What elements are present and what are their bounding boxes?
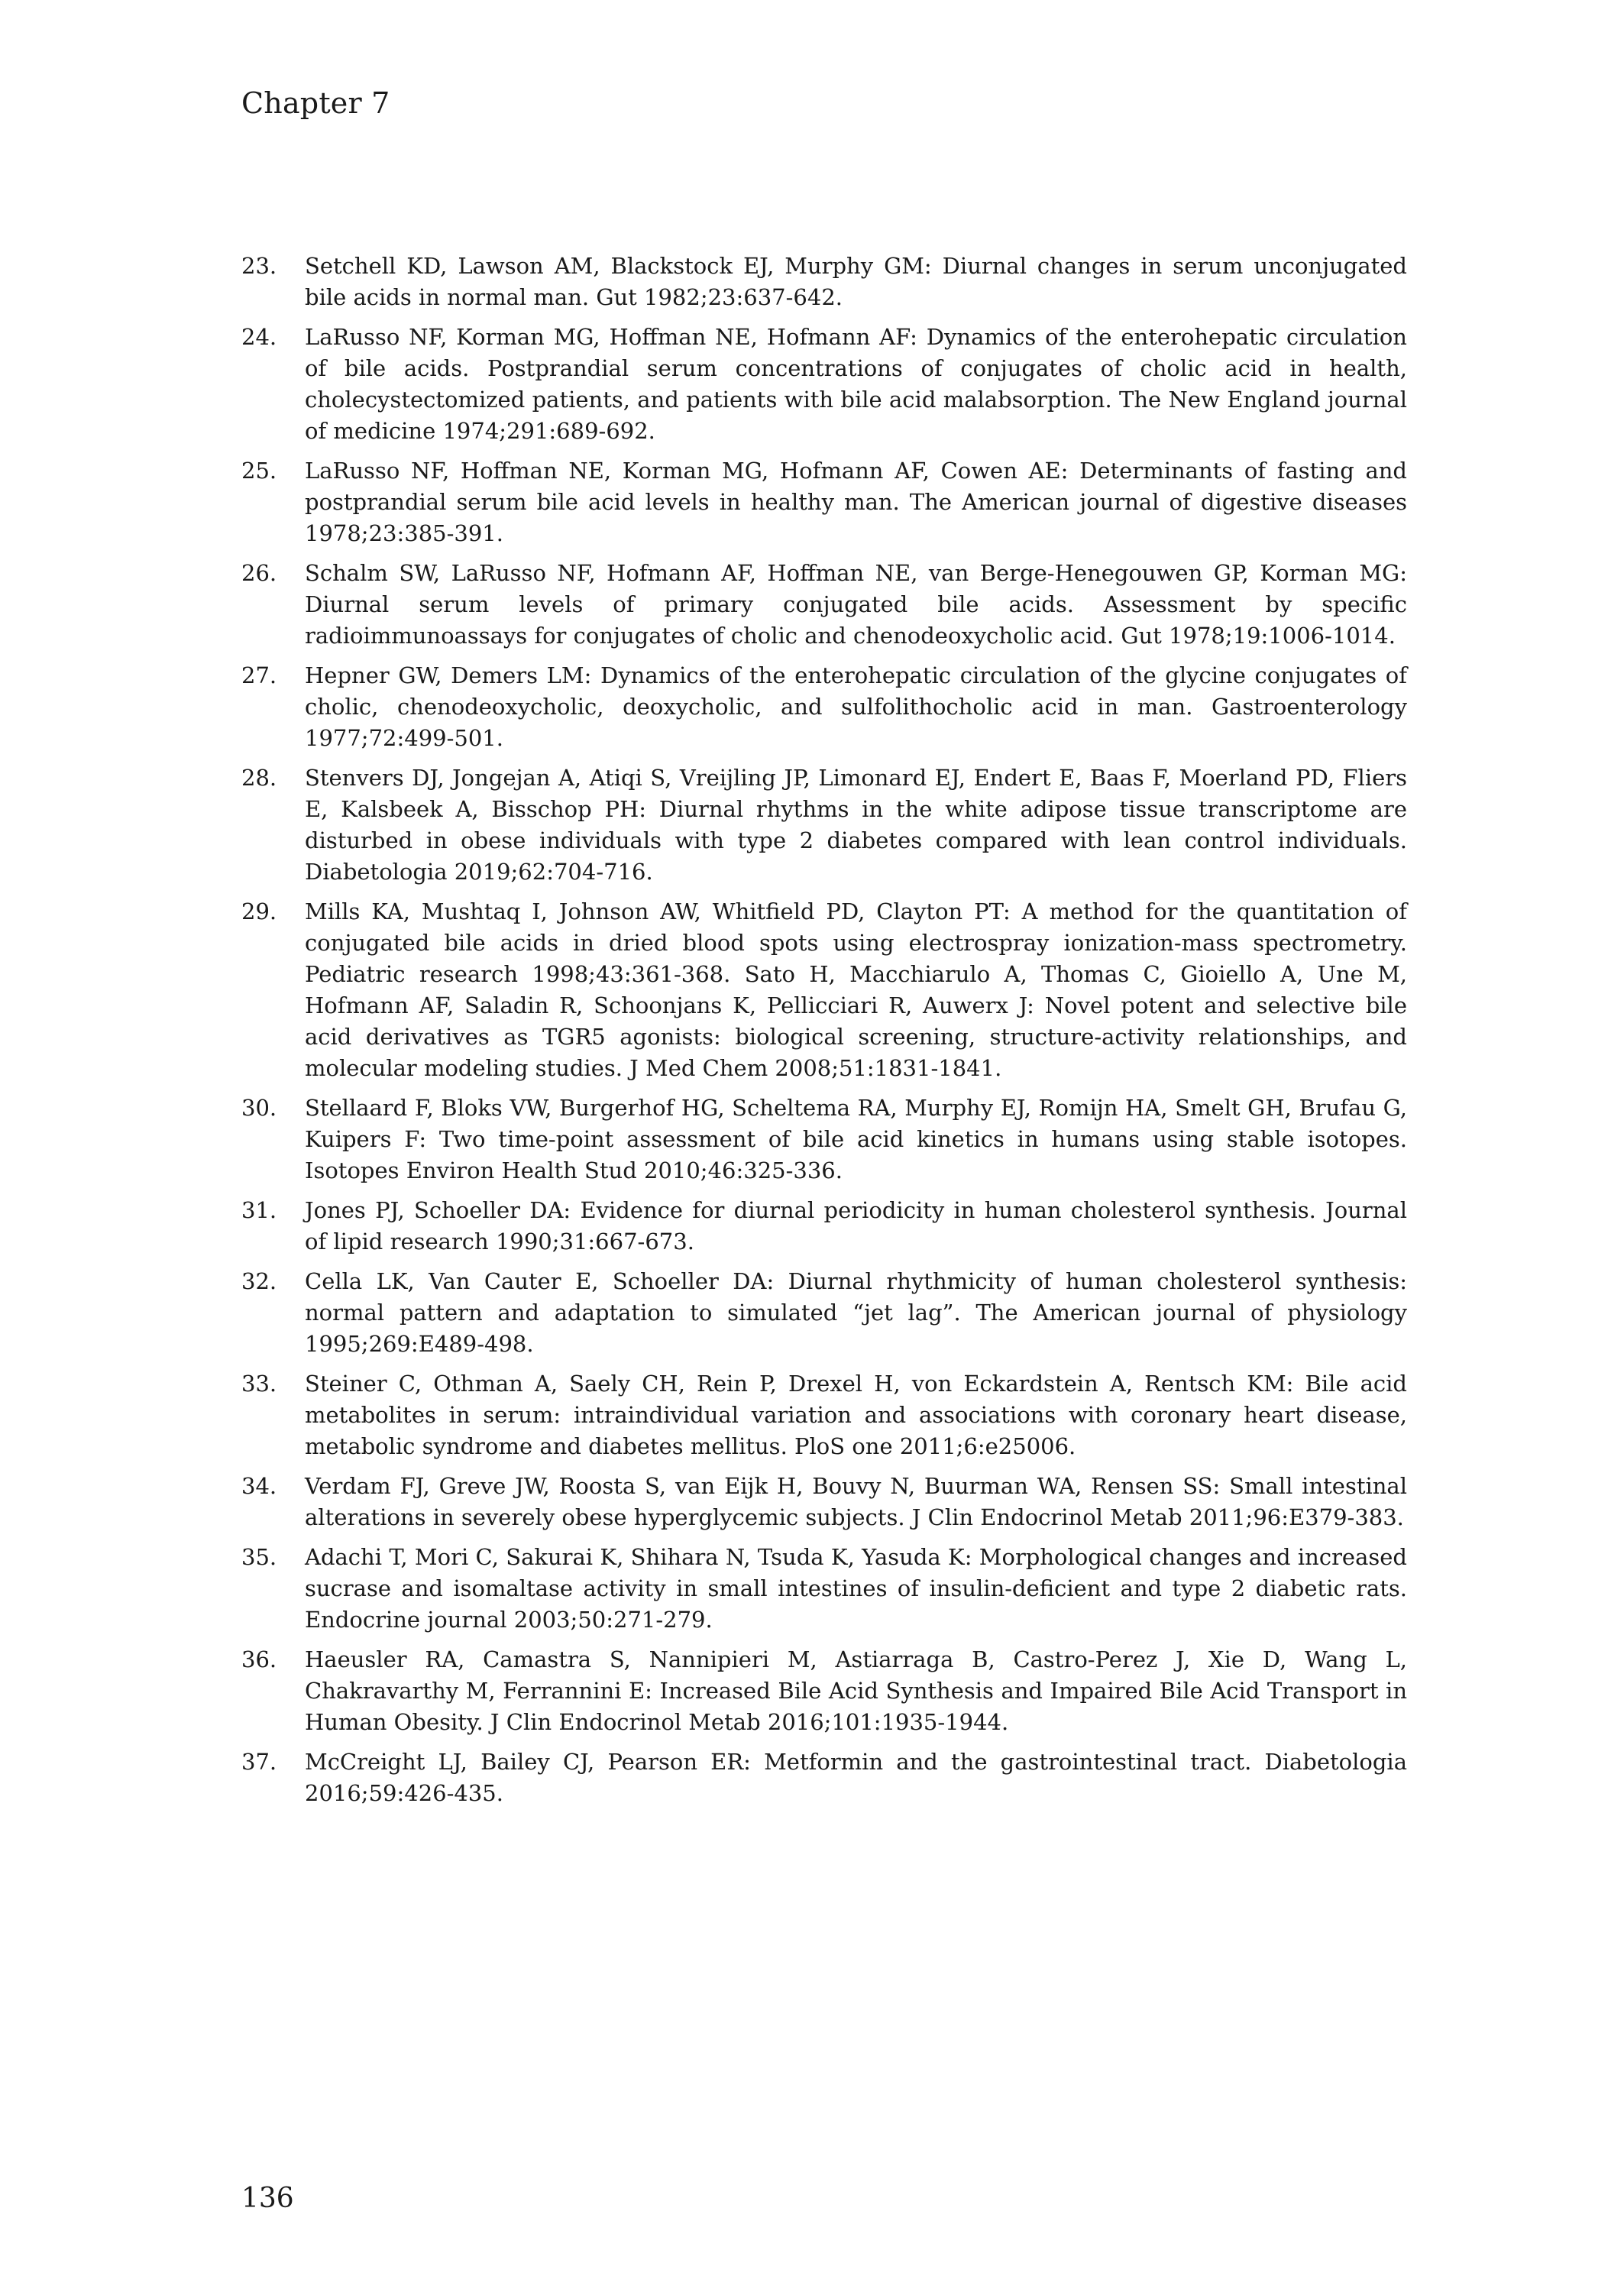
reference-item bbox=[241, 455, 1407, 549]
reference-text: Jones PJ, Schoeller DA: Evidence for diurnal periodicity in human cholesterol synthesis. Journal of lipid research 1990;31:667-673. bbox=[305, 1197, 1407, 1254]
reference-text: Setchell KD, Lawson AM, Blackstock EJ, Murphy GM: Diurnal changes in serum unconjugated bile acids in normal man. Gut 1982;23:637-642. bbox=[305, 253, 1407, 310]
reference-text: Haeusler RA, Camastra S, Nannipieri M, Astiarraga B, Castro-Perez J, Xie D, Wang L, Chakravarthy M, Ferrannini E: Increased Bile Acid Synthesis and Impaired Bile Acid Transport in Human Obesity. J Clin Endocrinol Metab 2016;101:1935-1944. bbox=[305, 1646, 1407, 1735]
reference-text: Stenvers DJ, Jongejan A, Atiqi S, Vreijling JP, Limonard EJ, Endert E, Baas F, Moerland PD, Fliers E, Kalsbeek A, Bisschop PH: Diurnal rhythms in the white adipose tissue transcriptome are disturbed in obese individuals with type 2 diabetes compared with lean control individuals. Diabetologia 2019;62:704-716. bbox=[305, 765, 1407, 885]
reference-text: Schalm SW, LaRusso NF, Hofmann AF, Hoffman NE, van Berge-Henegouwen GP, Korman MG: Diurnal serum levels of primary conjugated bile acids. Assessment by specific radioimmunoassays for conjugates of cholic and chenodeoxycholic acid. Gut 1978;19:1006-1014. bbox=[305, 560, 1407, 649]
reference-number: 36. bbox=[241, 1646, 277, 1672]
reference-text: Adachi T, Mori C, Sakurai K, Shihara N, Tsuda K, Yasuda K: Morphological changes and increased sucrase and isomaltase activity in small intestines of insulin-deficient and type 2 diabetic rats. Endocrine journal 2003;50:271-279. bbox=[305, 1544, 1407, 1633]
reference-item bbox=[241, 1368, 1407, 1462]
reference-item bbox=[241, 762, 1407, 888]
reference-text: LaRusso NF, Korman MG, Hoffman NE, Hofmann AF: Dynamics of the enterohepatic circulation of bile acids. Postprandial serum concentrations of conjugates of cholic acid in health, cholecystectomized patients, and patients with bile acid malabsorption. The New England journal of medicine 1974;291:689-692. bbox=[305, 324, 1407, 444]
reference-item bbox=[241, 1093, 1407, 1186]
reference-number: 24. bbox=[241, 324, 277, 350]
reference-text: Mills KA, Mushtaq I, Johnson AW, Whitfield PD, Clayton PT: A method for the quantitation of conjugated bile acids in dried blood spots using electrospray ionization-mass spectrometry. Pediatric research 1998;43:361-368. Sato H, Macchiarulo A, Thomas C, Gioiello A, Une M, Hofmann AF, Saladin R, Schoonjans K, Pellicciari R, Auwerx J: Novel potent and selective bile acid derivatives as TGR5 agonists: biological screening, structure-activity relationships, and molecular modeling studies. J Med Chem 2008;51:1831-1841. bbox=[305, 898, 1407, 1081]
page-number: 136 bbox=[241, 2183, 294, 2214]
reference-number: 27. bbox=[241, 662, 277, 688]
reference-text: Stellaard F, Bloks VW, Burgerhof HG, Scheltema RA, Murphy EJ, Romijn HA, Smelt GH, Brufau G, Kuipers F: Two time-point assessment of bile acid kinetics in humans using stable isotopes. Isotopes Environ Health Stud 2010;46:325-336. bbox=[305, 1095, 1407, 1183]
reference-list bbox=[241, 251, 1407, 1818]
reference-item bbox=[241, 1266, 1407, 1360]
reference-number: 29. bbox=[241, 898, 277, 924]
reference-number: 28. bbox=[241, 765, 277, 791]
reference-item bbox=[241, 896, 1407, 1084]
reference-text: Verdam FJ, Greve JW, Roosta S, van Eijk H, Bouvy N, Buurman WA, Rensen SS: Small intestinal alterations in severely obese hyperglycemic subjects. J Clin Endocrinol Metab 2011;96:E379-383. bbox=[305, 1473, 1407, 1530]
reference-text: LaRusso NF, Hoffman NE, Korman MG, Hofmann AF, Cowen AE: Determinants of fasting and postprandial serum bile acid levels in healthy man. The American journal of digestive diseases 1978;23:385-391. bbox=[305, 458, 1407, 546]
reference-item bbox=[241, 660, 1407, 754]
reference-item bbox=[241, 1644, 1407, 1738]
reference-number: 31. bbox=[241, 1197, 277, 1223]
reference-item bbox=[241, 251, 1407, 313]
reference-number: 32. bbox=[241, 1268, 277, 1294]
reference-item bbox=[241, 558, 1407, 652]
reference-item bbox=[241, 322, 1407, 447]
reference-number: 33. bbox=[241, 1371, 277, 1397]
running-head-chapter: Chapter 7 bbox=[241, 86, 390, 120]
reference-number: 30. bbox=[241, 1095, 277, 1121]
reference-number: 26. bbox=[241, 560, 277, 586]
reference-item bbox=[241, 1471, 1407, 1533]
reference-number: 25. bbox=[241, 458, 277, 484]
reference-item bbox=[241, 1747, 1407, 1809]
reference-text: Hepner GW, Demers LM: Dynamics of the enterohepatic circulation of the glycine conjugates of cholic, chenodeoxycholic, deoxycholic, and sulfolithocholic acid in man. Gastroenterology 1977;72:499-501. bbox=[305, 662, 1407, 751]
reference-item bbox=[241, 1195, 1407, 1258]
reference-text: Cella LK, Van Cauter E, Schoeller DA: Diurnal rhythmicity of human cholesterol synthesis: normal pattern and adaptation to simulated “jet lag”. The American journal of physiology 1995;269:E489-498. bbox=[305, 1268, 1407, 1357]
reference-number: 23. bbox=[241, 253, 277, 279]
reference-text: McCreight LJ, Bailey CJ, Pearson ER: Metformin and the gastrointestinal tract. Diabetologia 2016;59:426-435. bbox=[305, 1749, 1407, 1806]
reference-text: Steiner C, Othman A, Saely CH, Rein P, Drexel H, von Eckardstein A, Rentsch KM: Bile acid metabolites in serum: intraindividual variation and associations with coronary heart disease, metabolic syndrome and diabetes mellitus. PloS one 2011;6:e25006. bbox=[305, 1371, 1407, 1459]
reference-item bbox=[241, 1542, 1407, 1636]
reference-number: 35. bbox=[241, 1544, 277, 1570]
reference-number: 34. bbox=[241, 1473, 277, 1499]
reference-number: 37. bbox=[241, 1749, 277, 1775]
